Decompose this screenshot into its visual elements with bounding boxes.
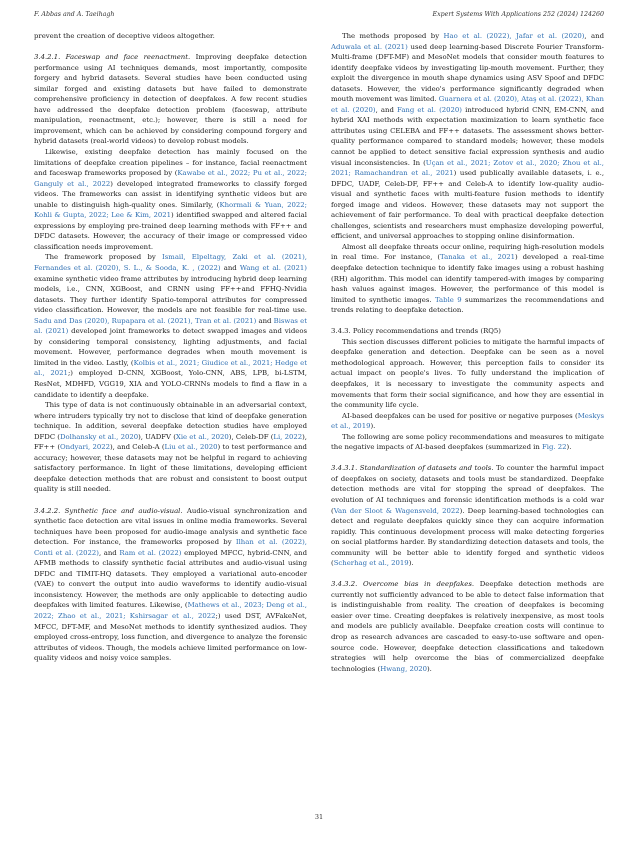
- running-header-journal: Expert Systems With Applications 252 (2024) 124260: [432, 11, 604, 18]
- citation-link[interactable]: Tanaka et al., 2021: [440, 253, 515, 262]
- running-header-authors: F. Abbas and A. Taeihagh: [34, 11, 115, 18]
- citation-link[interactable]: Fang et al. (2020): [397, 105, 462, 114]
- citation-link[interactable]: Liu et al., 2020: [164, 443, 218, 452]
- citation-link[interactable]: Kawabe et al., 2022; Pu et al., 2022; Ganguly et al., 2022: [34, 169, 308, 188]
- citation-link[interactable]: Ondyari, 2022: [60, 443, 110, 452]
- citation-link[interactable]: Khormali & Yuan, 2022; Kohli & Gupta, 2022; Lee & Kim, 2021: [34, 200, 307, 220]
- citation-link[interactable]: Ram et al. (2022): [119, 548, 182, 557]
- section-3422-title: 3.4.2.2. Synthetic face and audio-visual.: [34, 506, 183, 515]
- citation-link[interactable]: Li, 2022: [273, 432, 303, 441]
- citation-link[interactable]: Sadu and Das (2020), Rupapara et al. (2021), Tran et al. (2021): [34, 316, 257, 325]
- left-column: [34, 31, 307, 664]
- citation-link[interactable]: Mathews et al., 2023; Deng et al., 2022; Zhao et al., 2021; Kshirsagar et al., 2022: [34, 601, 307, 620]
- citation-link[interactable]: Xie et al., 2020: [175, 432, 229, 441]
- citation-link[interactable]: Biswas et al. (2021): [34, 316, 308, 336]
- section-3431-title: 3.4.3.1. Standardization of datasets and tools.: [331, 464, 494, 473]
- paragraph: The following are some policy recommendations and measures to mitigate the negative impacts of AI-based deepfakes (summarized in Fig. 22).: [331, 432, 604, 452]
- intro-text: prevent the creation of deceptive videos altogether.: [34, 32, 215, 40]
- citation-link[interactable]: Kolbis et al., 2021; Giudice et al., 2021; Hedge et al., 2021: [34, 358, 307, 378]
- citation-link[interactable]: Dolhansky et al., 2020: [59, 432, 139, 441]
- citation-link[interactable]: Uçan et al., 2021; Zotov et al., 2020; Zhou et al., 2021; Ramachandran et al., 2021: [331, 158, 604, 178]
- paragraph: The framework proposed by Ismail, Elpeltagy, Zaki et al. (2021), Fernandes et al. (2020), S. L., & Sooda, K. , (2022) and Wang et al. (2021) examine synthetic video frame attributes by introducing hybrid deep learning models, i.e., CNN, XGBoost, and CRNN using FF++and FFHQ-Nvidia datasets. They further identify Spatio-temporal attributes for compressed video classification. However, the models are not feasible for real-time use. Sadu and Das (2020), Rupapara et al. (2021), Tran et al. (2021) and Biswas et al. (2021) developed joint frameworks to detect swapped images and videos by considering temporal consistency, lighting adjustments, and facial movement. However, performance degrades when mouth movement is limited in the video. Lastly, (Kolbis et al., 2021; Giudice et al., 2021; Hedge et al., 2021;) employed D-CNN, XGBoost, Yolo-CNN, ABS, LPB, bi-LSTM, ResNet, MDHFD, VGG19, XIA and YOLO-CRNNs models to find a flaw in a candidate to identify a deepfake.: [34, 253, 308, 399]
- paragraph: Likewise, existing deepfake detection has mainly focused on the limitations of deepfake creation pipelines – for instance, facial reenactment and faceswap frameworks proposed by (Kawabe et al., 2022; Pu et al., 2022; Ganguly et al., 2022) developed integrated frameworks to classify forged videos. The frameworks can assist in identifying synthetic videos but are unable to distinguish high-quality ones. Similarly, (Khormali & Yuan, 2022; Kohli & Gupta, 2022; Lee & Kim, 2021) identified swapped and altered facial expressions by employing pre-trained deep learning methods with FF++ and DFDC datasets. However, the accuracy of their image or compressed video classification needs improvement.: [34, 147, 308, 251]
- citation-link[interactable]: Hwang, 2020: [380, 664, 427, 673]
- citation-link[interactable]: Van der Sloot & Wagensveld, 2022: [333, 506, 460, 515]
- citation-link[interactable]: Scherhag et al., 2019: [333, 559, 409, 568]
- citation-link[interactable]: Meskys et al., 2019: [331, 411, 604, 431]
- figure-22-link[interactable]: Fig. 22: [542, 443, 567, 452]
- citation-link[interactable]: Guarnera et al. (2020), Ataş et al. (2022), Khan et al. (2020): [331, 95, 604, 114]
- citation-link[interactable]: Aduwala et al. (2021): [331, 42, 408, 51]
- page-number: 31: [314, 813, 324, 821]
- citation-link[interactable]: Ismail, Elpeltagy, Zaki et al. (2021), Fernandes et al. (2020), S. L., & Sooda, K. , (2022): [34, 253, 307, 272]
- section-3421-p1: Improving deepfake detection performance using AI techniques demands, most importantly, composite forgery and hybrid datasets. Several studies have been conducted using similar forged and existing datasets but have failed to demonstrate comprehensive proficiency in detection of deepfakes. A few recent studies have addressed the deepfake detection problem (faceswap, attribute manipulation, reenactment, etc.); however, there is still a need for improvement, which can be achieved by considering compound forgery and hybrid datasets (real-world videos) to develop robust models.: [34, 53, 307, 146]
- paragraph: AI-based deepfakes can be used for positive or negative purposes (Meskys et al., 2019).: [331, 411, 604, 431]
- section-3432: 3.4.3.2. Overcome bias in deepfakes. Deepfake detection methods are currently not sufficiently advanced to be able to detect false information that is indistinguishable from reality. The creation of deepfakes is becoming easier over time. Creating deepfakes is relatively inexpensive, as most tools and models are publicly available. Deepfake creation costs will continue to drop as research advances are cascaded to easy-to-use software and open-source code. However, deepfake detection classifications and takedown strategies will help overcome the bias of commercialized deepfake technologies (Hwang, 2020).: [331, 580, 604, 673]
- table-9-link[interactable]: Table 9: [435, 295, 462, 304]
- paragraph: Almost all deepfake threats occur online, requiring high-resolution models in real time. For instance, (Tanaka et al., 2021) developed a real-time deepfake detection technique to identify fake images using a robust hashing (RH) algorithm. This model can identify tampered-with images by comparing hash values against images. However, the performance of this model is limited to synthetic images. Table 9 summarizes the recommendations and trends relating to deepfake detection.: [331, 242, 604, 315]
- paragraph: The methods proposed by Hao et al. (2022), Jafar et al. (2020), and Aduwala et al. (2021) used deep learning-based Discrete Fourier Transform-Multi-frame (DFT-MF) and MesoNet models that consider mouth features to identify deepfake videos by investigating lip-mouth movement. Further, they exploit the divergence in mouth shape dynamics using ASV Spoof and DFDC datasets. However, the video's performance significantly degraded when mouth movement was limited. Guarnera et al. (2020), Ataş et al. (2022), Khan et al. (2020), and Fang et al. (2020) introduced hybrid CNN, EM-CNN, and hybrid XAI methods with expectation maximization to learn synthetic face attributes using CELEBA and FF++ datasets. The assessment shows better-quality performance compared to standard models; however, these models cannot be applied to detect sensitive facial expression synthesis and audio visual inconsistencies. In (Uçan et al., 2021; Zotov et al., 2020; Zhou et al., 2021; Ramachandran et al., 2021) used publically available datasets, i. e., DFDC, UADF, Celeb-DF, FF++ and Celeb-A to identify low-quality audio-visual and synthetic faces with multi-feature fusion methods to identify forged image and videos. However, these datasets may not support the achievement of fair performance. To deal with practical deepfake detection challenges, scientists and researchers must emphasize developing powerful, efficient, and universal approaches to stopping online disinformation.: [331, 32, 605, 241]
- citation-link[interactable]: Wang et al. (2021): [239, 263, 307, 272]
- section-3432-title: 3.4.3.2. Overcome bias in deepfakes.: [331, 580, 475, 589]
- right-column: [331, 31, 604, 674]
- section-3422: 3.4.2.2. Synthetic face and audio-visual. Audio-visual synchronization and synthetic face detection are vital issues in online media frameworks. Several techniques have been proposed for audio-image analysis and synthetic face detection. For instance, the frameworks proposed by Ilhan et al. (2022), Conti et al. (2022), and Ram et al. (2022) employed MFCC, hybrid-CNN, and AFMB methods to classify synthetic facial attributes and audio-visual using DFDC and TIMIT-HQ datasets. They employed a variational auto-encoder (VAE) to convert the output into audio waveforms to identify audio-visual inconsistency. However, the methods are only applicable to detecting audio deepfakes with limited features. Likewise, (Mathews et al., 2023; Deng et al., 2022; Zhao et al., 2021; Kshirsagar et al., 2022;) used DST, AVFakeNet, MFCC, DFT-MF, and MesoNet methods to identify synthesized audios. They employed cross-entropy, loss function, and divergence to analyze the forensic attributes of videos. Though, the models achieve limited performance on low-quality videos and noisy voice samples.: [34, 506, 308, 663]
- citation-link[interactable]: Hao et al. (2022), Jafar et al. (2020): [443, 32, 585, 40]
- section-3431: 3.4.3.1. Standardization of datasets and tools. To counter the harmful impact of deepfakes on society, datasets and tools must be standardized. Deepfake detection methods are vital for stopping the spread of deepfakes. The evolution of AI techniques and forensic identification methods is a cold war (Van der Sloot & Wagensveld, 2022). Deep learning-based technologies can detect and regulate deepfakes quickly since they can acquire information rapidly. This continuous development process will make detecting forgeries on social platforms harder. By standardizing detection datasets and tools, the community will be better able to identify forged and synthetic videos (Scherhag et al., 2019).: [331, 464, 604, 568]
- paragraph: This type of data is not continuously obtainable in an adversarial context, where intruders typically try not to disclose that kind of deepfake generation technique. In addition, several deepfake detection studies have employed DFDC (Dolhansky et al., 2020), UADFV (Xie et al., 2020), Celeb-DF (Li, 2022), FF++ (Ondyari, 2022), and Celeb-A (Liu et al., 2020) to test performance and accuracy; however, these datasets may not be helpful in regard to achieving satisfactory performance. In light of these limitations, developing efficient deepfake detection methods that are robust and consistent to boost output quality is still needed.: [34, 401, 307, 494]
- section-3421-title: 3.4.2.1. Faceswap and face reenactment.: [34, 53, 191, 62]
- paragraph: This section discusses different policies to mitigate the harmful impacts of deepfake generation and detection. Deepfake can be seen as a novel methodological approach. However, this perception fails to consider its actual impact on people's lives. To fully understand the implication of deepfakes, it is necessary to investigate the community aspects and movements that form their social significance, and how they are essential in the community life cycle.: [331, 337, 604, 410]
- citation-link[interactable]: Ilhan et al. (2022), Conti et al. (2022): [34, 538, 307, 557]
- section-343-title: 3.4.3. Policy recommendations and trends (RQ5): [331, 327, 501, 336]
- section-3421: [34, 52, 307, 147]
